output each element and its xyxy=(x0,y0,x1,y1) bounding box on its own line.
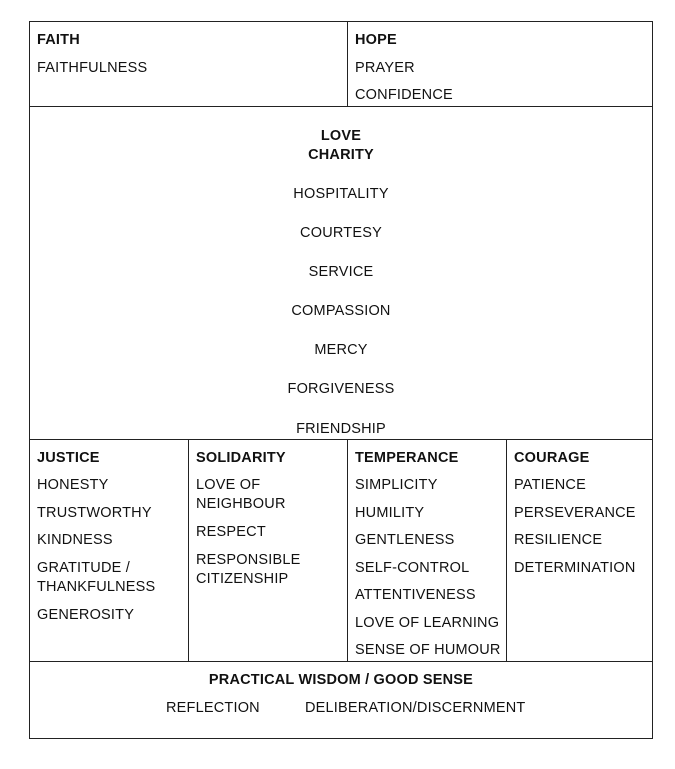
love-subtitle: CHARITY xyxy=(308,147,374,163)
courage-item: RESILIENCE xyxy=(514,532,603,548)
wisdom-title: PRACTICAL WISDOM / GOOD SENSE xyxy=(208,672,474,688)
hope-cell xyxy=(348,22,652,106)
temperance-item: SIMPLICITY xyxy=(355,477,438,493)
justice-item: TRUSTWORTHY xyxy=(37,505,152,521)
faith-title: FAITH xyxy=(37,32,80,48)
justice-item: GRATITUDE / THANKFULNESS xyxy=(37,560,156,595)
justice-item: GENEROSITY xyxy=(37,607,135,623)
love-item: MERCY xyxy=(314,342,368,358)
temperance-item: SENSE OF HUMOUR xyxy=(355,642,501,658)
table-border-right xyxy=(652,21,653,739)
solidarity-item: LOVE OF NEIGHBOUR xyxy=(196,477,286,512)
courage-cell xyxy=(507,440,652,661)
temperance-item: HUMILITY xyxy=(355,505,425,521)
love-item: FRIENDSHIP xyxy=(296,421,386,437)
love-cell xyxy=(30,107,652,439)
faith-cell xyxy=(30,22,347,106)
table-border-bottom xyxy=(29,738,653,739)
love-item: FORGIVENESS xyxy=(287,381,395,397)
wisdom-item: REFLECTION xyxy=(166,700,260,716)
love-item: HOSPITALITY xyxy=(293,186,389,202)
love-title: LOVE xyxy=(320,128,362,144)
solidarity-cell xyxy=(189,440,347,661)
courage-item: PATIENCE xyxy=(514,477,586,493)
solidarity-title: SOLIDARITY xyxy=(196,450,286,466)
faith-item: FAITHFULNESS xyxy=(37,60,148,76)
justice-title: JUSTICE xyxy=(37,450,100,466)
hope-title: HOPE xyxy=(355,32,397,48)
solidarity-item: RESPONSIBLE CITIZENSHIP xyxy=(196,552,301,587)
justice-item: HONESTY xyxy=(37,477,109,493)
love-item: COURTESY xyxy=(300,225,382,241)
wisdom-cell xyxy=(30,662,652,738)
hope-item: CONFIDENCE xyxy=(355,87,453,103)
temperance-cell xyxy=(348,440,506,661)
courage-item: DETERMINATION xyxy=(514,560,636,576)
love-item: COMPASSION xyxy=(291,303,391,319)
temperance-item: ATTENTIVENESS xyxy=(355,587,476,603)
temperance-title: TEMPERANCE xyxy=(355,450,459,466)
courage-item: PERSEVERANCE xyxy=(514,505,636,521)
justice-cell xyxy=(30,440,188,661)
temperance-item: SELF-CONTROL xyxy=(355,560,470,576)
love-item: SERVICE xyxy=(308,264,374,280)
temperance-item: GENTLENESS xyxy=(355,532,455,548)
justice-item: KINDNESS xyxy=(37,532,113,548)
courage-title: COURAGE xyxy=(514,450,590,466)
temperance-item: LOVE OF LEARNING xyxy=(355,615,500,631)
wisdom-item: DELIBERATION/DISCERNMENT xyxy=(305,700,526,716)
solidarity-item: RESPECT xyxy=(196,524,266,540)
hope-item: PRAYER xyxy=(355,60,415,76)
